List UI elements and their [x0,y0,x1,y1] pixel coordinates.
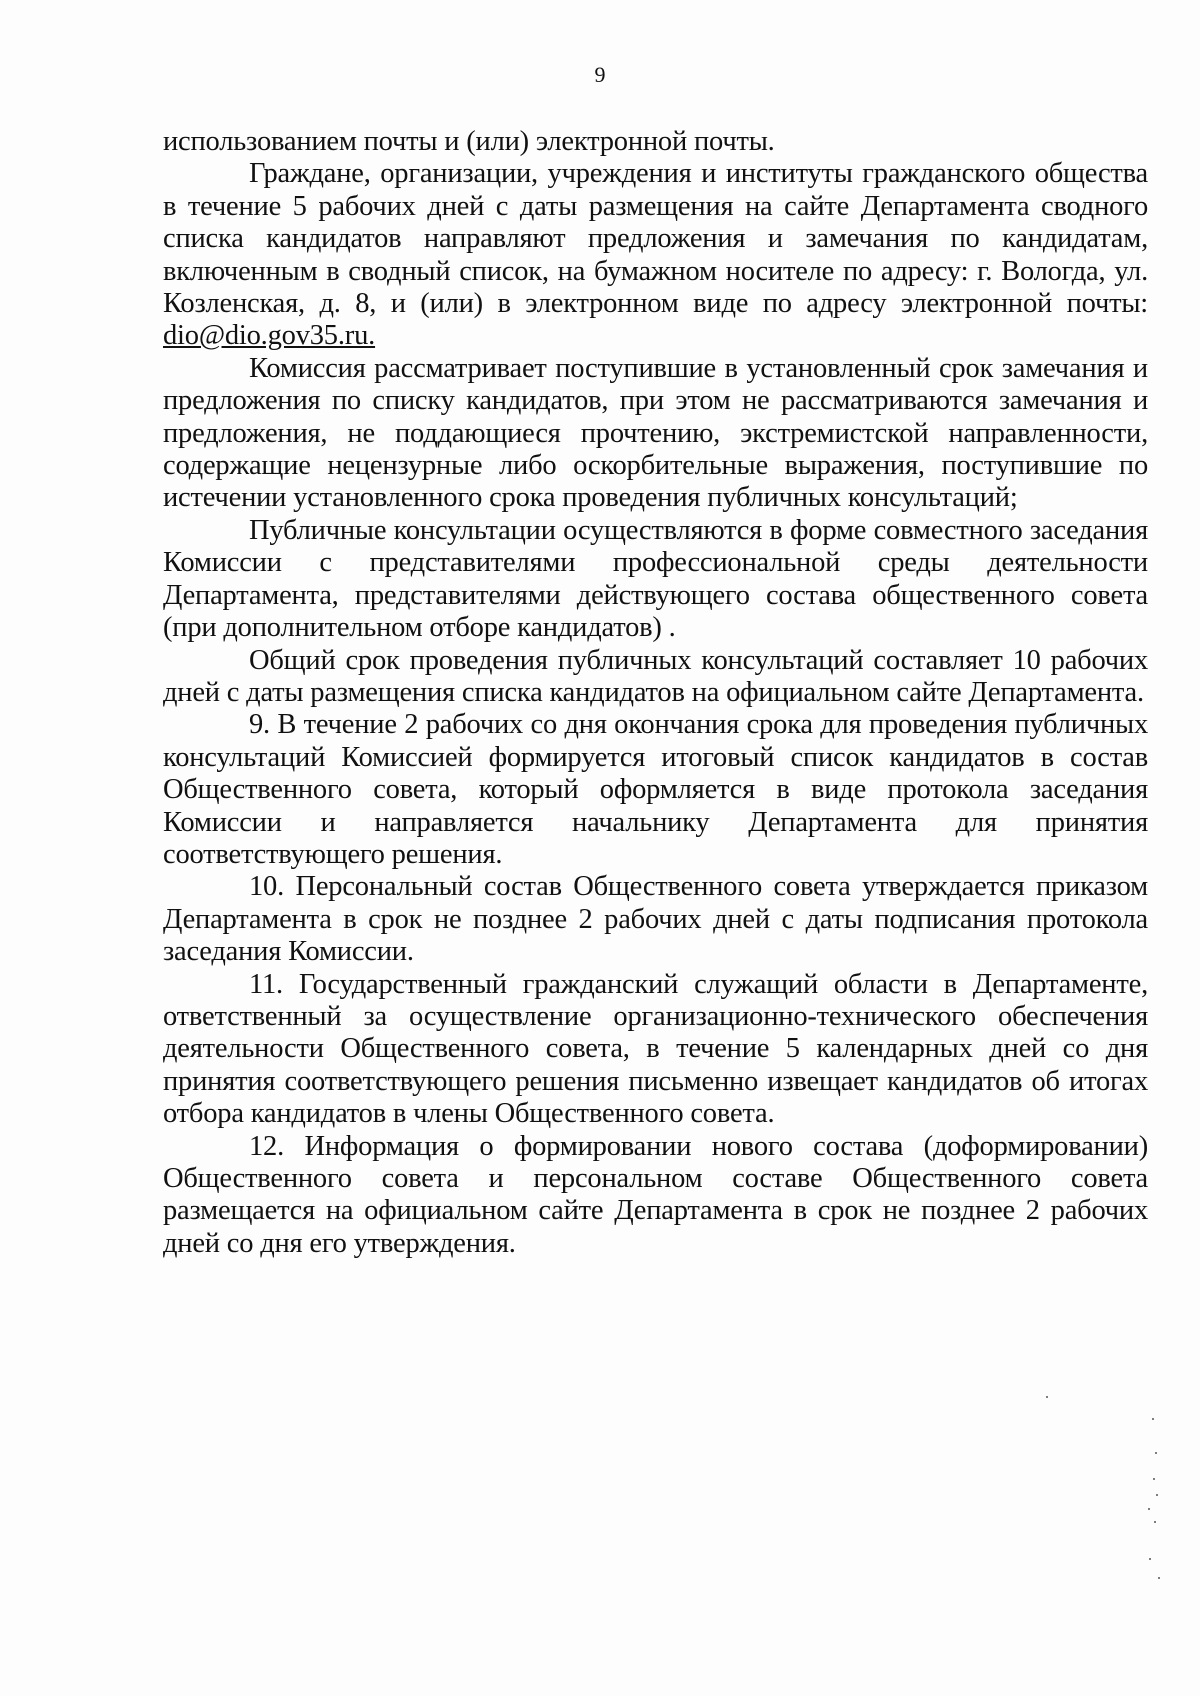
email-link[interactable]: dio@dio.gov35.ru. [163,320,376,352]
paragraph-public-proposals [163,158,1148,352]
scan-speck [1148,1508,1150,1510]
paragraph-item-11: 11. Государственный гражданский служащий области в Департаменте, ответственный за осуществление организационно-технического обеспечения деятельности Общественного совета, в течение 5 календарных дней со дня принятия соответствующего решения письменно извещает кандидатов об итогах отбора кандидатов в члены Общественного совета. [163,968,1148,1130]
scan-speck [1149,1558,1151,1560]
paragraph-item-12: 12. Информация о формировании нового состава (доформировании) Общественного совета и персональном составе Общественного совета размещается на официальном сайте Департамента в срок не позднее 2 рабочих дней со дня его утверждения. [163,1130,1148,1259]
paragraph-postal-continuation: использованием почты и (или) электронной почты. [163,126,775,157]
paragraph-public-consultations: Публичные консультации осуществляются в форме совместного заседания Комиссии с представителями профессиональной среды деятельности Департамента, представителями действующего состава общественного совета (при дополнительном отборе кандидатов) . [163,514,1148,644]
scan-speck [1152,1418,1154,1420]
scan-speck [1155,1452,1157,1454]
paragraph-public-proposals-text: Граждане, организации, учреждения и институты гражданского общества в течение 5 рабочих дней с даты размещения на сайте Департамента сводного списка кандидатов направляют предложения и замечания по кандидатам, включенным в сводный список, на бумажном носителе по адресу: г. Вологда, ул. Козленская, д. 8, и (или) в электронном виде по адресу электронной почты: [163,158,1148,320]
paragraph-consultation-term: Общий срок проведения публичных консультаций составляет 10 рабочих дней с даты размещения списка кандидатов на официальном сайте Департамента. [163,644,1148,708]
paragraph-commission-review: Комиссия рассматривает поступившие в установленный срок замечания и предложения по списку кандидатов, при этом не рассматриваются замечания и предложения, не поддающиеся прочтению, экстремистской направленности, содержащие нецензурные либо оскорбительные выражения, поступившие по истечении установленного срока проведения публичных консультаций; [163,352,1148,514]
scan-speck [1156,1494,1158,1496]
document-body [163,126,1148,1260]
paragraph-item-10: 10. Персональный состав Общественного совета утверждается приказом Департамента в срок не позднее 2 рабочих дней с даты подписания протокола заседания Комиссии. [163,871,1148,968]
scan-speck [1046,1396,1048,1398]
scan-speck [1153,1478,1155,1480]
scan-speck [1158,1577,1160,1579]
paragraph-item-9: 9. В течение 2 рабочих со дня окончания срока для проведения публичных консультаций Комиссией формируется итоговый список кандидатов в состав Общественного совета, который оформляется в виде протокола заседания Комиссии и направляется начальнику Департамента для принятия соответствующего решения. [163,709,1148,870]
scan-speck [1154,1521,1156,1523]
page-number: 9 [594,62,606,87]
